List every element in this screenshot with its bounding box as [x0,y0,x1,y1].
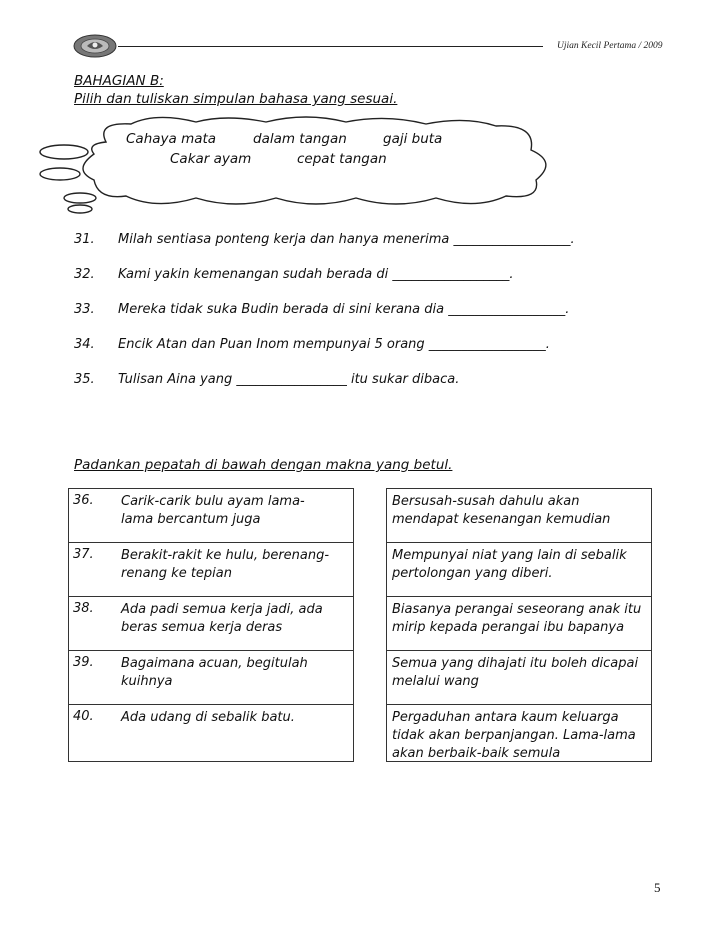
option-gaji-buta: gaji buta [383,131,443,147]
meaning-row-1: Bersusah-susah dahulu akan mendapat kesenangan kemudian [387,489,651,543]
proverb-row-36: 36. Carik-carik bulu ayam lama- lama bercantum juga [69,489,353,543]
header-title: Ujian Kecil Pertama / 2009 [557,41,663,51]
proverb-row-40: 40. Ada udang di sebalik batu. [73,709,295,725]
proverb-row-38: 38. Ada padi semua kerja jadi, ada beras semua kerja deras [69,597,353,651]
proverb-row-39: 39. Bagaimana acuan, begitulah kuihnya [69,651,353,705]
meaning-row-3: Biasanya perangai seseorang anak itu mirip kepada perangai ibu bapanya [387,597,651,651]
option-cakar-ayam: Cakar ayam [170,151,252,167]
matching-instruction: Padankan pepatah di bawah dengan makna yang betul. [74,457,453,473]
meaning-row-2: Mempunyai niat yang lain di sebalik pertolongan yang diberi. [387,543,651,597]
header-rule [118,46,543,47]
proverb-row-37: 37. Berakit-rakit ke hulu, berenang- renang ke tepian [69,543,353,597]
option-cahaya-mata: Cahaya mata [126,131,217,147]
section-heading: BAHAGIAN B: [74,73,164,89]
school-logo-icon [72,32,118,60]
option-dalam-tangan: dalam tangan [253,131,347,147]
section-instruction: Pilih dan tuliskan simpulan bahasa yang sesuai. [74,91,398,107]
meaning-row-5: Pergaduhan antara kaum keluarga tidak akan berpanjangan. Lama-lama akan berbaik-baik semula [392,710,636,761]
proverb-table [68,488,354,762]
meaning-row-4: Semua yang dihajati itu boleh dicapai melalui wang [387,651,651,705]
page-number: 5 [654,880,661,895]
option-cepat-tangan: cepat tangan [297,151,387,167]
meaning-table [386,488,652,762]
